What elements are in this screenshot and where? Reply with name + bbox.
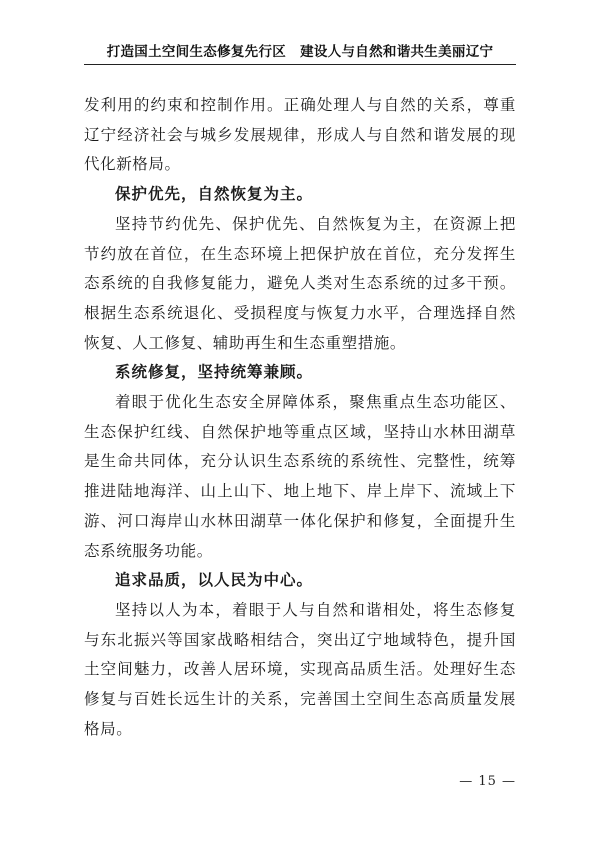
section-paragraph-protection-priority: 坚持节约优先、保护优先、自然恢复为主，在资源上把节约放在首位，在生态环境上把保护放在首位，充分发挥生态系统的自我修复能力，避免人类对生态系统的过多干预。根据生态系统退化、受损程度与恢复力水平，合理选择自然恢复、人工修复、辅助再生和生态重塑措施。 [84,214,516,352]
page-body [84,91,516,744]
page-number: — 15 — [459,774,516,789]
continuation-paragraph: 发利用的约束和控制作用。正确处理人与自然的关系，尊重辽宁经济社会与城乡发展规律，形成人与自然和谐发展的现代化新格局。 [84,96,516,174]
header-right-title: 建设人与自然和谐共生美丽辽宁 [300,44,494,60]
section-heading-quality-people-centered: 追求品质，以人民为中心。 [115,571,314,590]
header-left-title: 打造国土空间生态修复先行区 [106,44,287,60]
section-paragraph-systematic-restoration: 着眼于优化生态安全屏障体系，聚焦重点生态功能区、生态保护红线、自然保护地等重点区域，坚持山水林田湖草是生命共同体，充分认识生态系统的系统性、完整性，统筹推进陆地海洋、山上山下、地上地下、岸上岸下、流域上下游、河口海岸山水林田湖草一体化保护和修复，全面提升生态系统服务功能。 [84,393,516,560]
running-header [84,40,516,60]
header-divider [84,64,516,65]
section-paragraph-quality-people-centered: 坚持以人为本，着眼于人与自然和谐相处，将生态修复与东北振兴等国家战略相结合，突出辽宁地域特色，提升国土空间魅力，改善人居环境，实现高品质生活。处理好生态修复与百姓长远生计的关系，完善国土空间生态高质量发展格局。 [84,600,516,738]
section-heading-systematic-restoration: 系统修复，坚持统筹兼顾。 [115,363,314,382]
section-heading-protection-priority: 保护优先，自然恢复为主。 [115,185,314,204]
